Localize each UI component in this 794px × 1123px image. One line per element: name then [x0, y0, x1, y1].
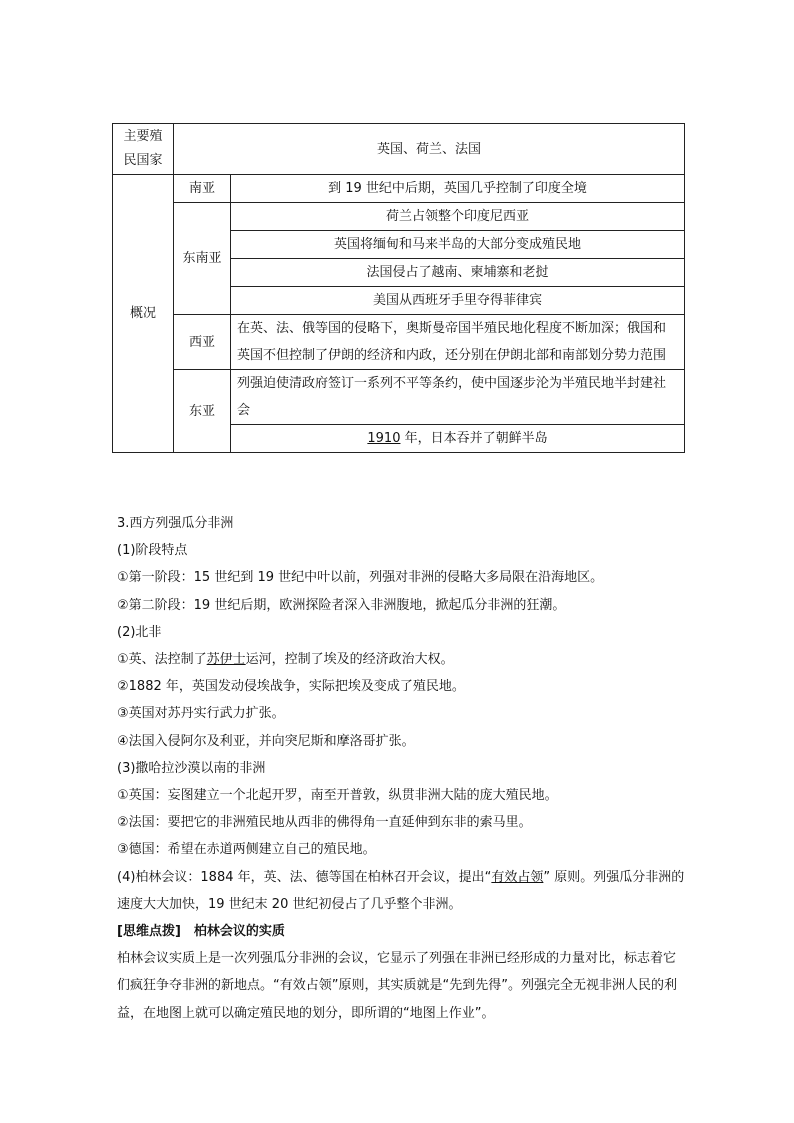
colonial-overview-table: [112, 123, 685, 453]
paragraph: ②第二阶段：19 世纪后期，欧洲探险者深入非洲腹地，掀起瓜分非洲的狂潮。: [117, 597, 566, 613]
paragraph: ①英国：妄图建立一个北起开罗，南至开普敦，纵贯非洲大陆的庞大殖民地。: [117, 788, 558, 804]
korea-text: 年，日本吞并了朝鲜半岛: [400, 431, 548, 446]
paragraph: ③英国对苏丹实行武力扩张。: [117, 706, 285, 722]
table-row: [113, 370, 685, 425]
subheading: (1)阶段特点: [117, 543, 188, 559]
table-row: [113, 175, 685, 203]
overview-label: 概况: [113, 175, 174, 453]
table-cell: 荷兰占领整个印度尼西亚: [231, 203, 685, 231]
text-run: ①英、法控制了: [117, 652, 207, 668]
tip-body: 柏林会议实质上是一次列强瓜分非洲的会议，它显示了列强在非洲已经形成的力量对比，标志着它们疯狂争夺非洲的新地点。“有效占领”原则，其实质就是“先到先得”。列强完全无视非洲人民的利益，在地图上就可以确定殖民地的划分，即所谓的“地图上作业”。: [117, 951, 677, 1021]
region-south-asia: 南亚: [174, 175, 231, 203]
region-west-asia: 西亚: [174, 315, 231, 370]
korea-year: 1910: [367, 431, 401, 446]
main-colonial-countries-value: 英国、荷兰、法国: [174, 124, 685, 175]
underlined-term: 苏伊士: [206, 652, 246, 668]
table-cell: [231, 425, 685, 453]
section-3-content: [117, 510, 687, 1027]
underlined-term: 有效占领: [491, 869, 544, 885]
subheading: (2)北非: [117, 624, 162, 640]
paragraph: ①第一阶段：15 世纪到 19 世纪中叶以前，列强对非洲的侵略大多局限在沿海地区。: [117, 570, 604, 586]
text-run: (4)柏林会议：1884 年，英、法、德等国在柏林召开会议，提出“: [117, 869, 492, 885]
text-run: ” 原则。列强瓜分非洲的速度大大加快，19 世纪末 20 世纪初侵占了几乎整个非洲。: [117, 869, 685, 912]
table-row: [113, 203, 685, 231]
table-cell: 到 19 世纪中后期，英国几乎控制了印度全境: [231, 175, 685, 203]
section-title: 3.西方列强瓜分非洲: [117, 516, 234, 531]
table-cell: 在英、法、俄等国的侵略下，奥斯曼帝国半殖民地化程度不断加深；俄国和英国不但控制了伊朗的经济和内政，还分别在伊朗北部和南部划分势力范围: [231, 315, 685, 370]
paragraph: ④法国入侵阿尔及利亚，并向突尼斯和摩洛哥扩张。: [117, 733, 415, 749]
tip-title: [思维点拨] 柏林会议的实质: [117, 924, 285, 940]
paragraph: [117, 864, 687, 918]
paragraph: ③德国：希望在赤道两侧建立自己的殖民地。: [117, 842, 376, 858]
subheading: (3)撒哈拉沙漠以南的非洲: [117, 760, 266, 776]
paragraph: ②1882 年，英国发动侵埃战争，实际把埃及变成了殖民地。: [117, 679, 465, 695]
table-cell: 美国从西班牙手里夺得菲律宾: [231, 287, 685, 315]
table-cell: 英国将缅甸和马来半岛的大部分变成殖民地: [231, 231, 685, 259]
text-run: 运河，控制了埃及的经济政治大权。: [245, 652, 454, 668]
paragraph: ②法国：要把它的非洲殖民地从西非的佛得角一直延伸到东非的索马里。: [117, 815, 532, 831]
paragraph: [117, 646, 687, 673]
table-row: [113, 315, 685, 370]
table-header-row: [113, 124, 685, 175]
region-east-asia: 东亚: [174, 370, 231, 453]
region-southeast-asia: 东南亚: [174, 203, 231, 315]
table-cell: 法国侵占了越南、柬埔寨和老挝: [231, 259, 685, 287]
main-colonial-countries-label: 主要殖民国家: [113, 124, 174, 175]
table-cell: 列强迫使清政府签订一系列不平等条约，使中国逐步沦为半殖民地半封建社会: [231, 370, 685, 425]
